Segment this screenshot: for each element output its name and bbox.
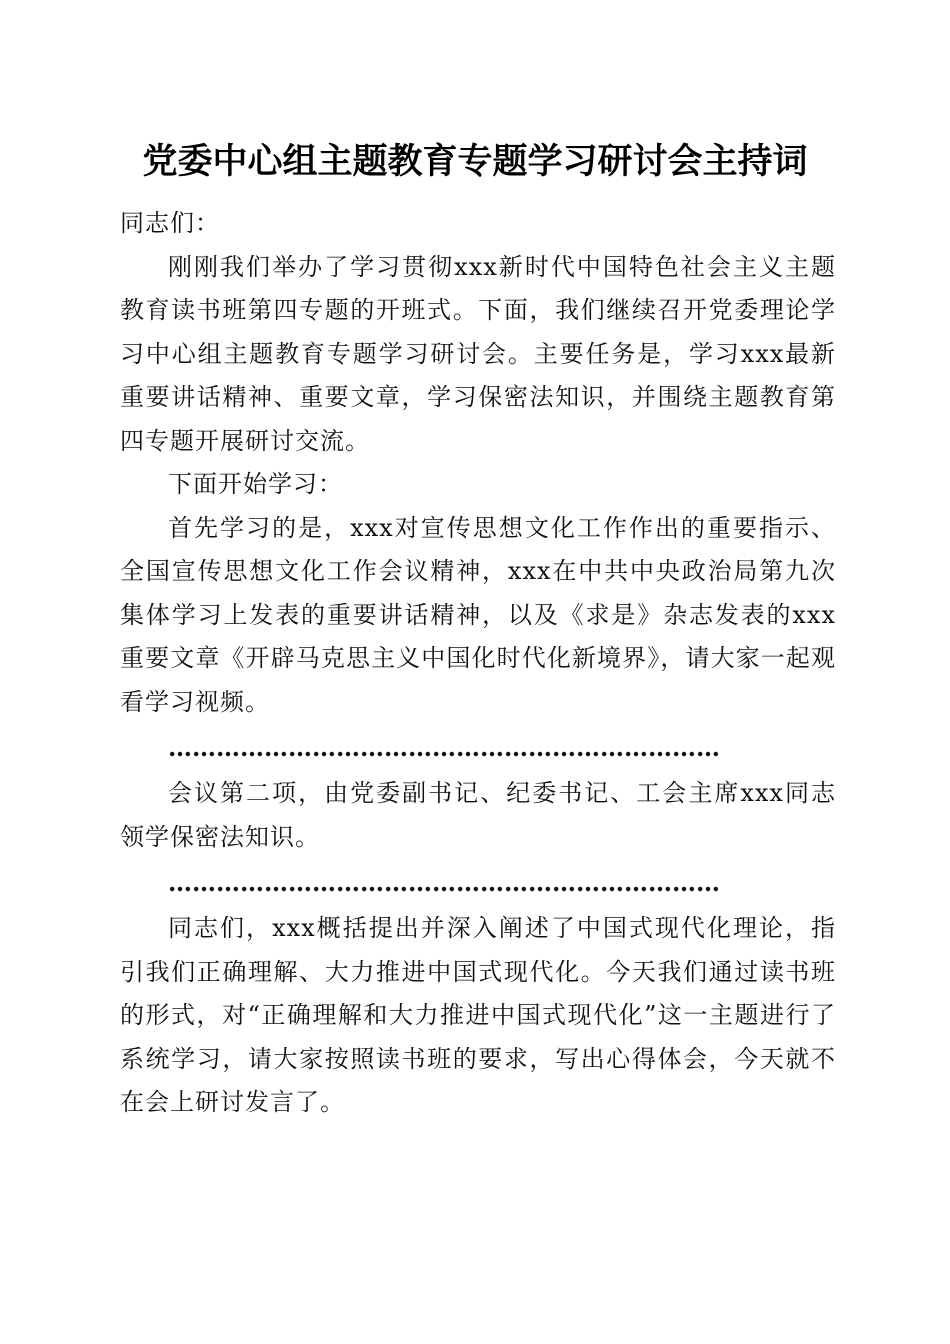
paragraph-first-item: 首先学习的是，xxx对宣传思想文化工作作出的重要指示、全国宣传思想文化工作会议精神，xxx在中共中央政治局第九次集体学习上发表的重要讲话精神，以及《求是》杂志发表的xxx重要文章《开辟马克思主义中国化时代化新境界》，请大家一起观看学习视频。 — [120, 513, 836, 716]
separator-dots: …………………………………………………………… — [168, 868, 720, 897]
document-body — [120, 202, 836, 1125]
document-title: 党委中心组主题教育专题学习研讨会主持词 — [142, 141, 808, 182]
paragraph-second-item: 会议第二项，由党委副书记、纪委书记、工会主席xxx同志领学保密法知识。 — [120, 779, 836, 851]
paragraph-closing: 同志们，xxx概括提出并深入阐述了中国式现代化理论，指引我们正确理解、大力推进中国式现代化。今天我们通过读书班的形式，对“正确理解和大力推进中国式现代化”这一主题进行了系统学习，请大家按照读书班的要求，写出心得体会，今天就不在会上研讨发言了。 — [120, 914, 836, 1116]
salutation: 同志们： — [120, 209, 220, 237]
separator-dots: …………………………………………………………… — [168, 733, 720, 762]
paragraph-start-study: 下面开始学习： — [168, 470, 343, 498]
paragraph-opening: 刚刚我们举办了学习贯彻xxx新时代中国特色社会主义主题教育读书班第四专题的开班式。下面，我们继续召开党委理论学习中心组主题教育专题学习研讨会。主要任务是，学习xxx最新重要讲话精神、重要文章，学习保密法知识，并围绕主题教育第四专题开展研讨交流。 — [120, 252, 836, 455]
